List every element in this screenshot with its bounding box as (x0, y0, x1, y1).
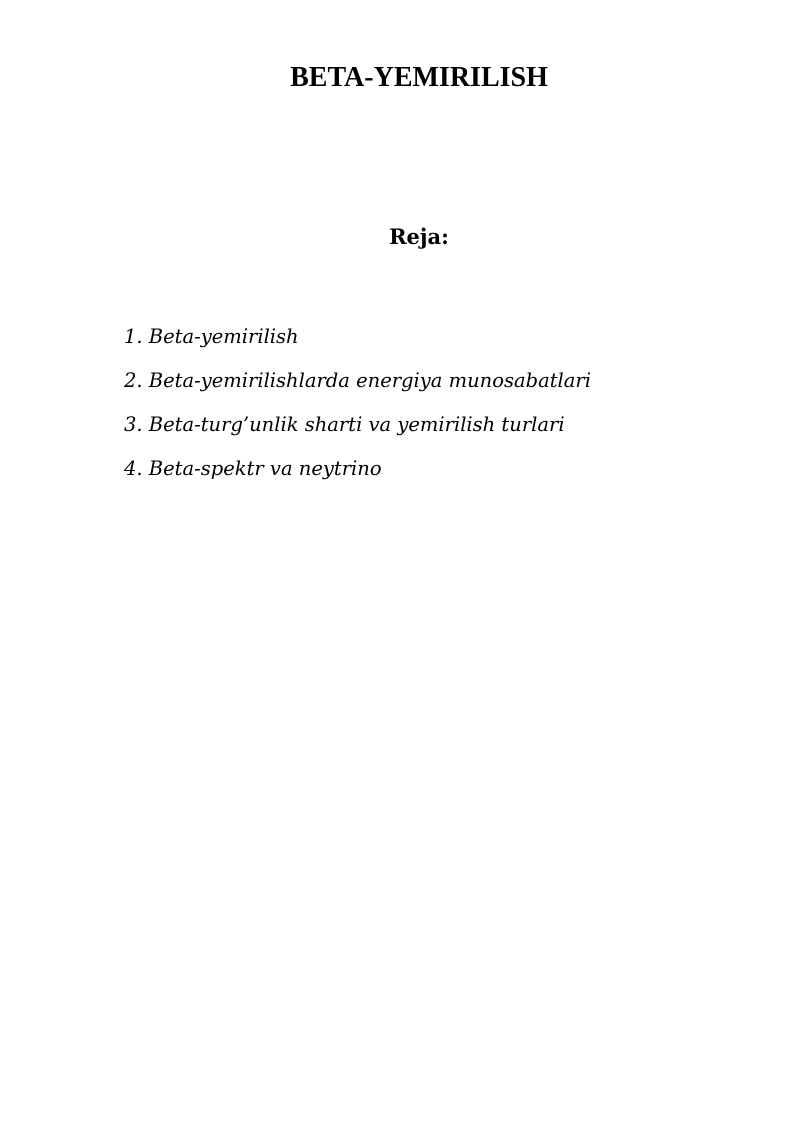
plan-item: 1. Beta-yemirilish (124, 325, 299, 348)
document-title: BETA-YEMIRILISH (290, 62, 548, 93)
plan-list (124, 321, 591, 497)
plan-item: 3. Beta-turg’unlik sharti va yemirilish turlari (124, 413, 565, 436)
plan-item: 2. Beta-yemirilishlarda energiya munosabatlari (124, 369, 591, 392)
plan-item: 4. Beta-spektr va neytrino (124, 457, 382, 480)
plan-heading: Reja: (389, 224, 449, 249)
